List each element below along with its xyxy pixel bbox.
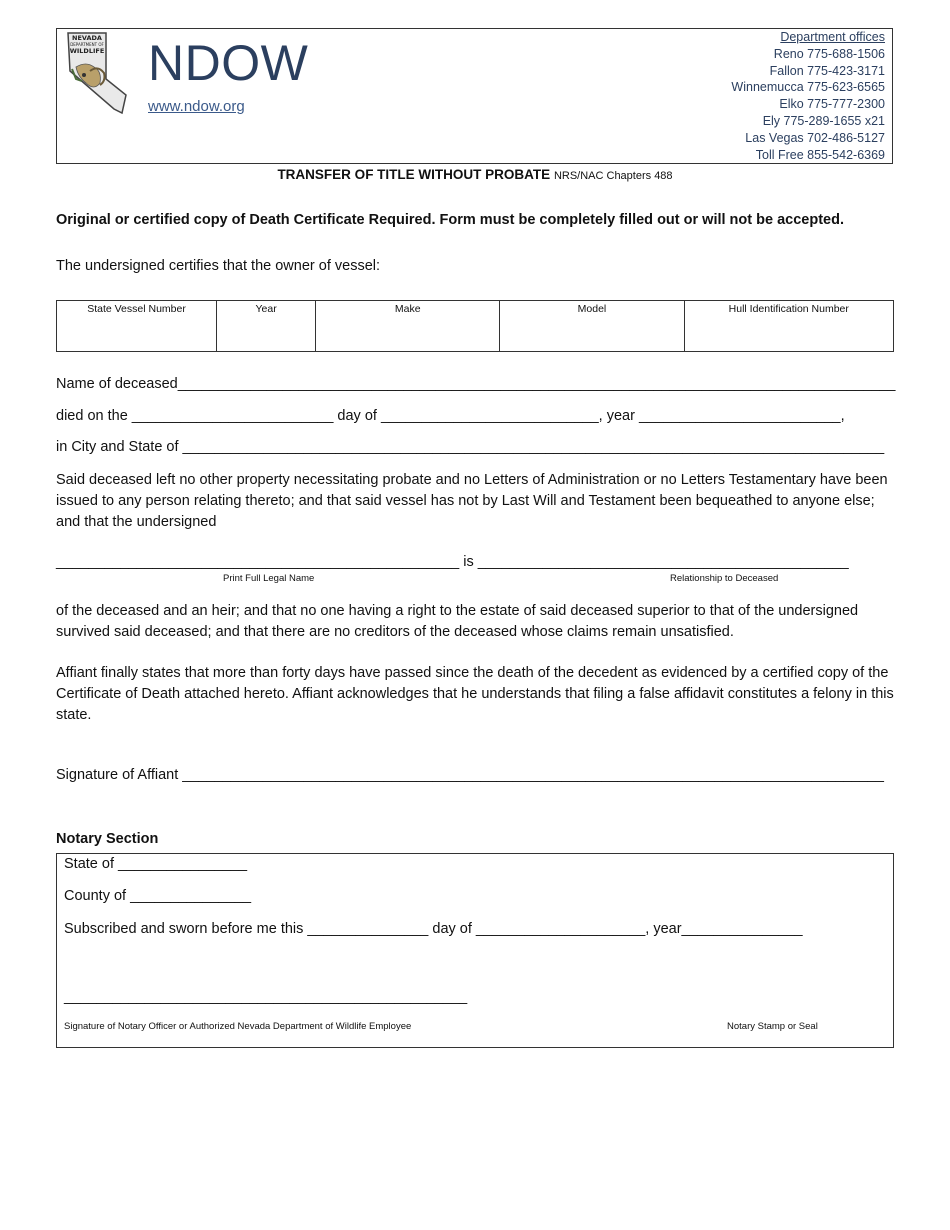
- logo-text-nevada: NEVADA: [72, 34, 102, 42]
- office-winnemucca: Winnemucca 775-623-6565: [731, 80, 885, 95]
- signature-affiant-line[interactable]: Signature of Affiant _______________________________________________________________________________________: [56, 767, 884, 783]
- offices-heading[interactable]: Department offices: [780, 30, 885, 44]
- name-of-deceased-line[interactable]: Name of deceased_________________________________________________________________________________________: [56, 376, 896, 392]
- website-link[interactable]: www.ndow.org: [148, 98, 245, 115]
- notary-sworn-line[interactable]: Subscribed and sworn before me this _______________ day of _____________________, year_______________: [64, 921, 803, 937]
- office-reno: Reno 775-688-1506: [773, 46, 885, 61]
- notary-county-line[interactable]: County of _______________: [64, 888, 252, 904]
- form-title: [0, 167, 950, 182]
- notary-signature-line[interactable]: __________________________________________________: [64, 989, 468, 1005]
- office-elko: Elko 775-777-2300: [779, 97, 885, 112]
- caption-full-legal-name: Print Full Legal Name: [223, 573, 315, 584]
- vessel-col-model[interactable]: Model: [500, 301, 684, 352]
- notary-box: [56, 853, 894, 1048]
- vessel-col-year[interactable]: Year: [217, 301, 316, 352]
- office-toll-free: Toll Free 855-542-6369: [755, 147, 885, 162]
- notary-heading: Notary Section: [56, 831, 159, 847]
- city-state-line[interactable]: in City and State of _______________________________________________________________________________________: [56, 439, 885, 455]
- vessel-col-hull-id[interactable]: Hull Identification Number: [684, 301, 893, 352]
- requirement-notice: Original or certified copy of Death Certificate Required. Form must be completely filled out or will not be accepted.: [56, 212, 844, 228]
- vessel-table: [56, 300, 894, 352]
- logo-text-department: DEPARTMENT OF: [70, 42, 104, 47]
- paragraph-affiant: Affiant finally states that more than forty days have passed since the death of the decedent as evidenced by a certified copy of the Certificate of Death attached hereto. Affiant acknowledges that he understands that filing a false affidavit constitutes a felony in this state.: [56, 665, 894, 723]
- paragraph-property: Said deceased left no other property necessitating probate and no Letters of Administration or no Letters Testamentary have been issued to any person relating thereto; and that said vessel has not by Last Will and Testament been bequeathed to anyone else; and that the undersigned: [56, 472, 888, 530]
- notary-signature-caption: Signature of Notary Officer or Authorized Nevada Department of Wildlife Employee: [64, 1021, 412, 1032]
- ndow-logo: [66, 31, 128, 115]
- died-on-line[interactable]: died on the _________________________ day of ___________________________, year _________________________,: [56, 408, 845, 424]
- form-title-main: TRANSFER OF TITLE WITHOUT PROBATE: [277, 167, 551, 182]
- office-las-vegas: Las Vegas 702-486-5127: [745, 130, 885, 145]
- caption-relationship: Relationship to Deceased: [670, 573, 779, 584]
- logo-text-wildlife: WILDLIFE: [69, 47, 105, 55]
- heir-is-line[interactable]: __________________________________________________ is ______________________________________________: [56, 554, 849, 570]
- vessel-col-make[interactable]: Make: [316, 301, 500, 352]
- certify-statement: The undersigned certifies that the owner of vessel:: [56, 258, 381, 274]
- notary-state-line[interactable]: State of ________________: [64, 856, 248, 872]
- office-fallon: Fallon 775-423-3171: [769, 63, 885, 78]
- paragraph-heir: of the deceased and an heir; and that no one having a right to the estate of said deceased superior to that of the undersigned survived said deceased; and that there are no creditors of the deceased whose claims remain unsatisfied.: [56, 603, 859, 640]
- department-offices: [731, 29, 885, 163]
- vessel-col-state-number[interactable]: State Vessel Number: [57, 301, 217, 352]
- office-ely: Ely 775-289-1655 x21: [762, 113, 885, 128]
- form-title-sub: NRS/NAC Chapters 488: [553, 170, 673, 182]
- ndow-title: NDOW: [148, 35, 309, 91]
- notary-stamp-caption: Notary Stamp or Seal: [727, 1021, 818, 1032]
